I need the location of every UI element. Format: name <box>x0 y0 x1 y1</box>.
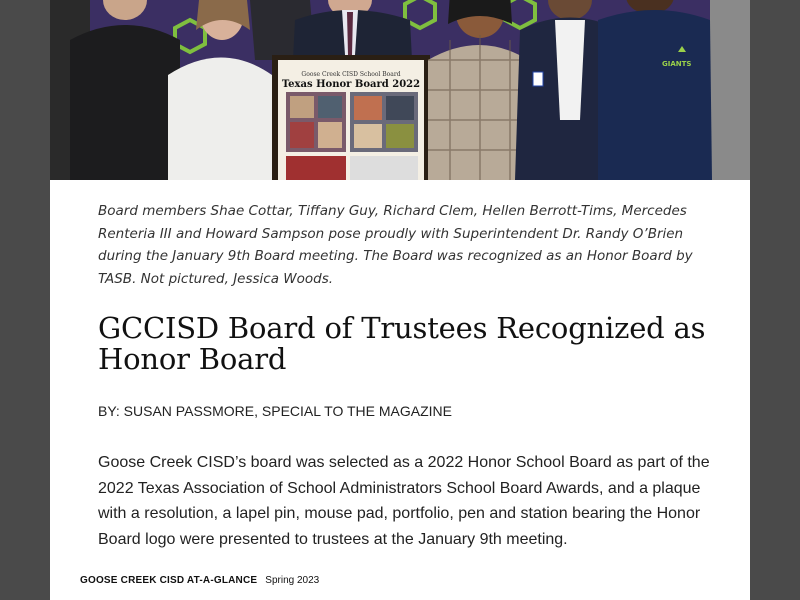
publication-name: GOOSE CREEK CISD AT-A-GLANCE <box>80 575 258 586</box>
page-footer <box>80 575 319 586</box>
magazine-page <box>50 0 750 600</box>
article-body: Goose Creek CISD’s board was selected as a 2022 Honor School Board as part of the 2022 Texas Association of School Administrators School Board Awards, and a plaque with a resolution, a lapel pin, mouse pad, portfolio, pen and station bearing the Honor Board logo were presented to trustees at the January 9th meeting. <box>98 454 710 548</box>
issue-date: Spring 2023 <box>265 575 320 586</box>
board-photo <box>50 0 750 180</box>
plaque-header: Goose Creek CISD School Board <box>301 71 401 78</box>
jacket-logo: GIANTS <box>662 60 692 68</box>
article-byline: BY: SUSAN PASSMORE, SPECIAL TO THE MAGAZINE <box>98 403 452 419</box>
photo-caption: Board members Shae Cottar, Tiffany Guy, Richard Clem, Hellen Berrott-Tims, Mercedes Renteria III and Howard Sampson pose proudly with Superintendent Dr. Randy O’Brien during the January 9th Board meeting. The Board was recognized as an Honor Board by TASB. Not pictured, Jessica Woods. <box>98 203 693 287</box>
plaque-title: Texas Honor Board 2022 <box>281 79 421 90</box>
article-headline: GCCISD Board of Trustees Recognized as Honor Board <box>98 311 706 376</box>
